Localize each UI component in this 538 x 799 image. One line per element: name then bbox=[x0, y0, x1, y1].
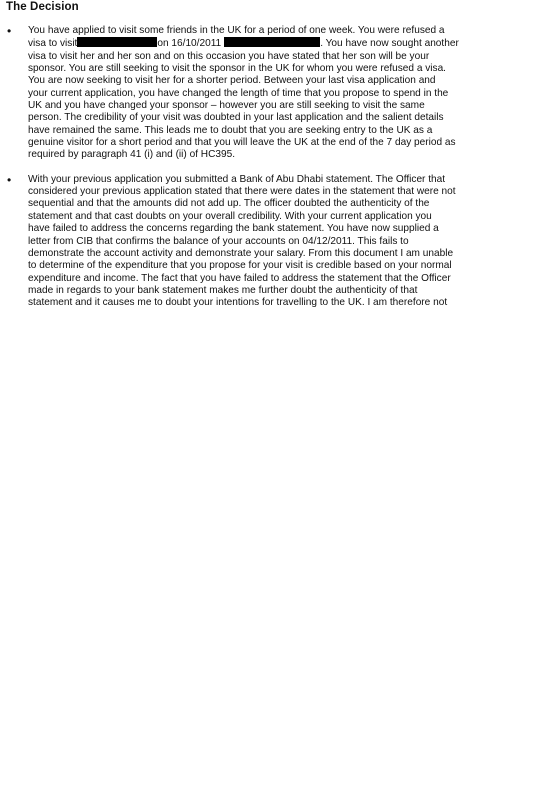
text-fragment: visa to visit bbox=[28, 38, 78, 50]
bullet-icon: • bbox=[7, 24, 12, 38]
text-line: You have applied to visit some friends in the UK for a period of one week. You were refused a bbox=[28, 25, 445, 36]
text-line: You are now seeking to visit her for a shorter period. Between your last visa application and bbox=[28, 75, 436, 87]
section-heading: The Decision bbox=[6, 1, 79, 13]
text-line: have failed to address the concerns regarding the bank statement. You have now supplied a bbox=[28, 223, 439, 235]
text-line: your current application, you have changed the length of time that you propose to spend in the bbox=[28, 87, 449, 99]
text-line: UK and you have changed your sponsor – however you are still seeking to visit the same bbox=[28, 100, 425, 112]
redaction-block bbox=[77, 37, 157, 47]
text-line: have remained the same. This leads me to doubt that you are seeking entry to the UK as a bbox=[28, 124, 433, 136]
text-line: person. The credibility of your visit was doubted in your last application and the salient details bbox=[28, 112, 444, 124]
text-line: visa to visit her and her son and on this occasion you have stated that her son will be your bbox=[28, 50, 430, 62]
text-line: expenditure and income. The fact that you have failed to address the statement that the Officer bbox=[28, 272, 451, 284]
text-line: considered your previous application stated that there were dates in the statement that were not bbox=[28, 186, 456, 198]
text-line: to determine of the expenditure that you propose for your visit is credible based on your normal bbox=[28, 260, 452, 272]
text-line: letter from CIB that confirms the balance of your accounts on 04/12/2011. This fails to bbox=[28, 235, 409, 247]
text-line-with-redactions bbox=[28, 37, 514, 50]
text-line: statement and it causes me to doubt your intentions for travelling to the UK. I am therefore not bbox=[28, 297, 448, 309]
text-line: sequential and that the amounts did not add up. The officer doubted the authenticity of the bbox=[28, 198, 430, 210]
text-line: required by paragraph 41 (i) and (ii) of HC395. bbox=[28, 149, 236, 161]
decision-paragraph-2 bbox=[6, 174, 514, 310]
text-line: made in regards to your bank statement makes me further doubt the authenticity of that bbox=[28, 284, 418, 296]
text-line: sponsor. You are still seeking to visit the sponsor in the UK for whom you were refused a visa. bbox=[28, 63, 446, 75]
text-line: With your previous application you submitted a Bank of Abu Dhabi statement. The Officer that bbox=[28, 173, 446, 185]
bullet-icon: • bbox=[7, 172, 12, 187]
text-line: demonstrate the account activity and demonstrate your salary. From this document I am unable bbox=[28, 247, 454, 259]
decision-paragraph-1 bbox=[6, 25, 514, 162]
decision-bullet-list bbox=[6, 25, 514, 310]
text-line: statement and that cast doubts on your overall credibility. With your current application you bbox=[28, 210, 432, 222]
text-fragment: on 16/10/2011 bbox=[157, 38, 222, 50]
text-fragment: . You have now sought another bbox=[320, 38, 459, 50]
text-line: genuine visitor for a short period and that you will leave the UK at the end of the 7 day period as bbox=[28, 137, 456, 149]
redaction-block bbox=[224, 37, 320, 47]
